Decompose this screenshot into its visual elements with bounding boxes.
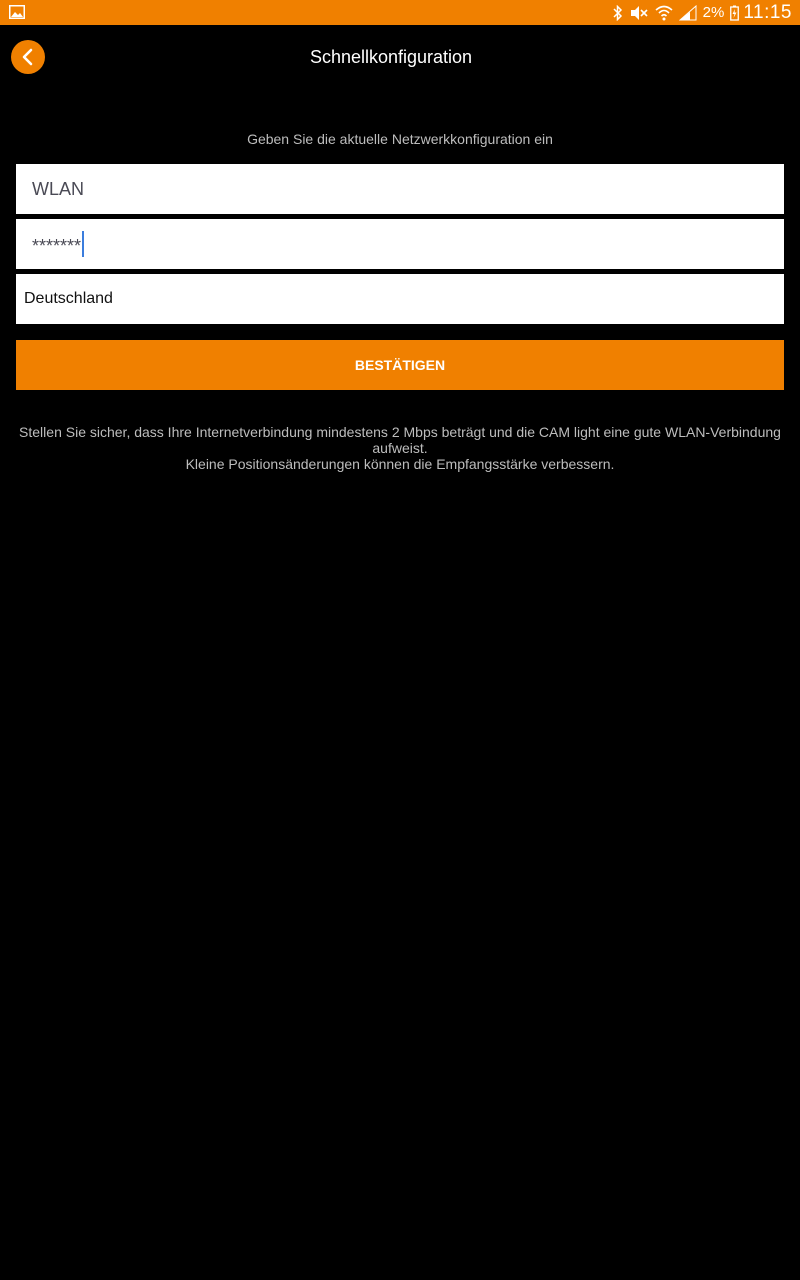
confirm-button[interactable]: BESTÄTIGEN — [16, 340, 784, 390]
page-title: Schnellkonfiguration — [309, 47, 473, 67]
clock: 11:15 — [743, 1, 792, 23]
app-bar — [0, 25, 800, 91]
info-line-2: Kleine Positionsänderungen können die Empfangsstärke verbessern. — [185, 456, 615, 472]
ssid-field[interactable] — [16, 164, 784, 214]
mute-icon — [629, 5, 649, 21]
connection-info — [16, 424, 784, 472]
gallery-icon — [9, 5, 25, 19]
form-hint: Geben Sie die aktuelle Netzwerkkonfiguration ein — [247, 131, 553, 147]
wifi-icon — [655, 5, 673, 21]
signal-icon — [679, 5, 697, 21]
battery-icon — [730, 5, 739, 21]
bluetooth-icon — [613, 5, 623, 21]
battery-percent: 2% — [702, 4, 725, 21]
country-select[interactable] — [16, 274, 784, 324]
password-field[interactable] — [16, 219, 784, 269]
password-value: ******* — [32, 235, 82, 256]
ssid-value: WLAN — [32, 178, 85, 199]
text-cursor — [82, 231, 84, 257]
country-value: Deutschland — [24, 290, 113, 307]
info-line-1: Stellen Sie sicher, dass Ihre Internetverbindung mindestens 2 Mbps beträgt und die CAM light eine gute WLAN-Verbindung aufweist. — [19, 424, 781, 456]
status-bar — [0, 0, 800, 25]
